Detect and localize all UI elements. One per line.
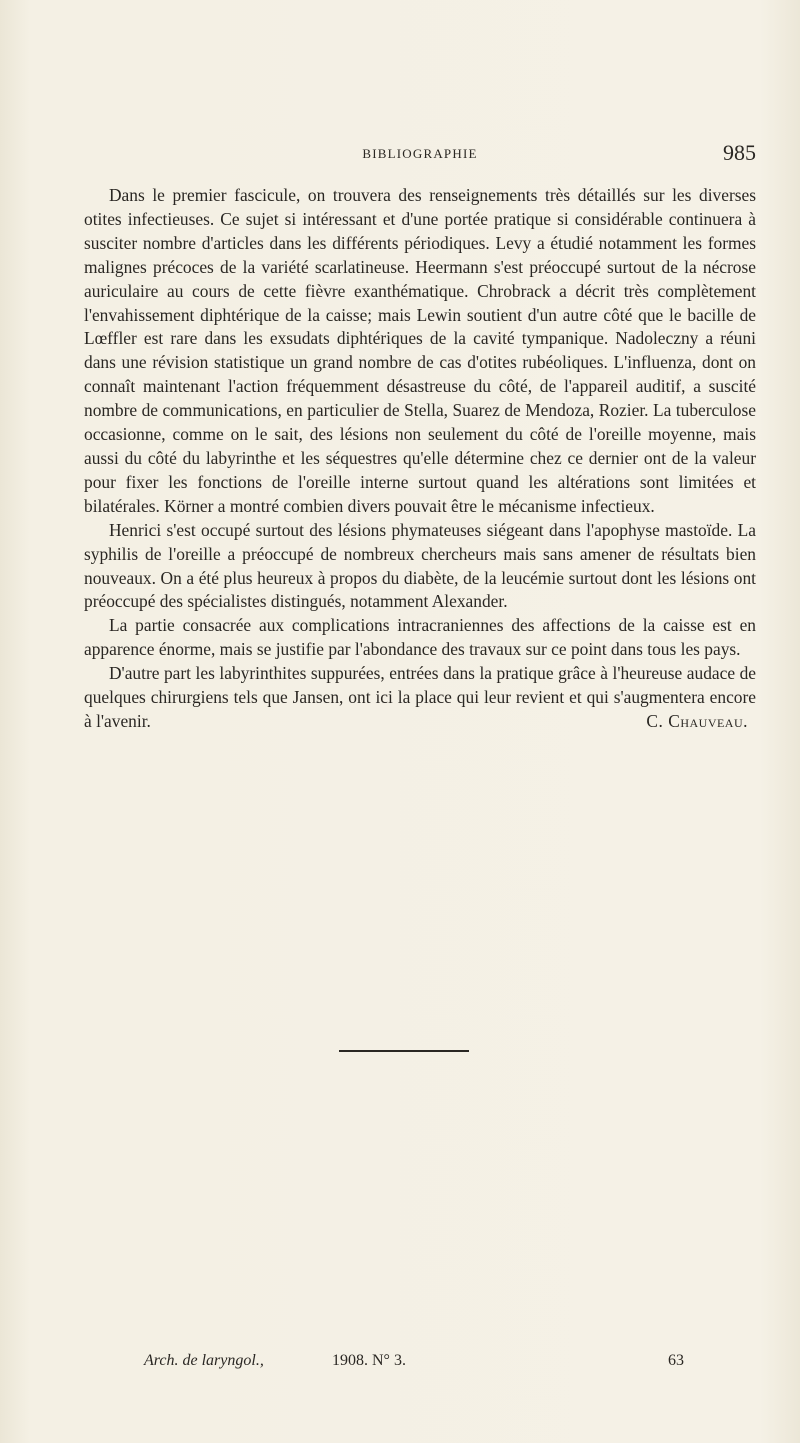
paragraph: D'autre part les labyrinthites suppurées, entrées dans la pratique grâce à l'heureuse audace de quelques chirurgiens tels que Jansen, ont ici la place qui leur revient et qui s'augmentera encore à l'avenir. (84, 663, 756, 731)
paragraph: Henrici s'est occupé surtout des lésions phymateuses siégeant dans l'apophyse mastoïde. La syphilis de l'oreille a préoccupé de nombreux chercheurs mais sans amener de résultats bien nouveaux. On a été plus heureux à propos du diabète, de la leucémie surtout dont les lésions ont préoccupé des spécialistes distingués, notamment Alexander. (84, 519, 756, 612)
paragraph: La partie consacrée aux complications intracraniennes des affections de la caisse est en apparence énorme, mais se justifie par l'abondance des travaux sur ce point dans tous les pays. (84, 615, 756, 660)
section-divider (339, 1050, 469, 1052)
sheet-number: 63 (668, 1352, 684, 1369)
running-title: BIBLIOGRAPHIE (362, 146, 478, 161)
running-head (84, 140, 756, 170)
paragraph: Dans le premier fascicule, on trouvera des renseignements très détaillés sur les diverses otites infectieuses. Ce sujet si intéressant et d'une portée pratique si considérable continuera à susciter nombre d'articles dans les différents périodiques. Levy a étudié notamment les formes malignes précoces de la variété scarlatineuse. Heermann s'est préoccupé surtout de la nécrose auriculaire au cours de cette fièvre exanthématique. Chrobrack a décrit très complètement l'envahissement diphtérique de la caisse; mais Lewin soutient d'un autre côté que le bacille de Lœffler est rare dans les exsudats diphtériques de la cavité tympanique. Nadoleczny a réuni dans une révision statistique un grand nombre de cas d'otites rubéoliques. L'influenza, dont on connaît maintenant l'action fréquemment désastreuse du côté, de l'appareil auditif, a suscité nombre de communications, en particulier de Stella, Suarez de Mendoza, Rozier. La tuberculose occasionne, comme on le sait, des lésions non seulement du côté de l'oreille moyenne, mais aussi du côté du labyrinthe et les séquestres qu'elle détermine chez ce dernier ont de la valeur pour fixer les fonctions de l'oreille interne surtout quand les altérations sont limitées et bilatérales. Körner a montré combien divers pouvait être le mécanisme infectieux. (84, 185, 756, 516)
article-body (84, 184, 756, 734)
journal-title: Arch. de laryngol., (144, 1352, 264, 1369)
page-footer (144, 1352, 684, 1376)
page-number: 985 (723, 140, 756, 165)
journal-issue: 1908. N° 3. (332, 1352, 406, 1369)
author-signature: C. Chauveau. (646, 710, 748, 731)
